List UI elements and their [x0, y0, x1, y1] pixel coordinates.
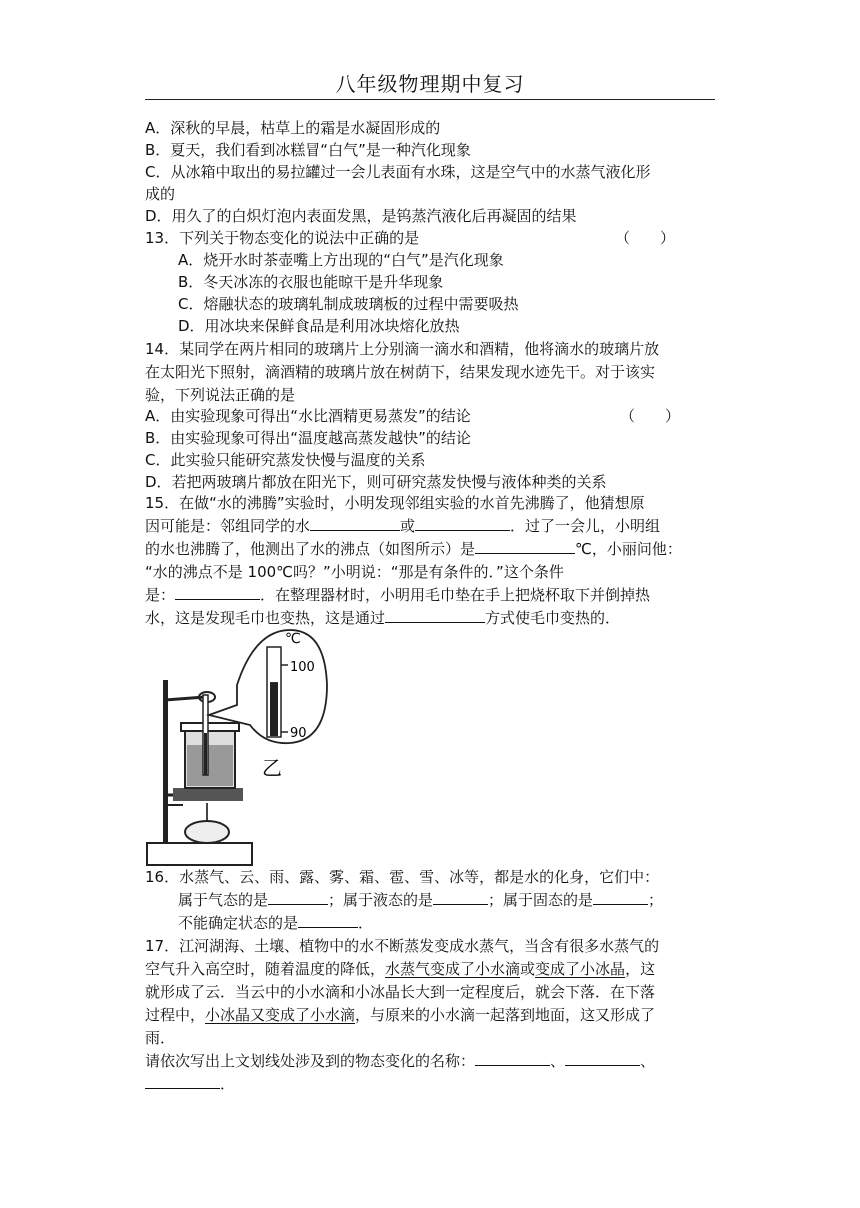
- q13-option-b: B．冬天冰冻的衣服也能晾干是升华现象: [178, 273, 444, 291]
- q17-line-6: [145, 1050, 655, 1072]
- answer-blank[interactable]: [310, 515, 400, 531]
- q14-option-c: C．此实验只能研究蒸发快慢与温度的关系: [145, 451, 426, 469]
- q17-text: ，与原来的小水滴一起落到地面，这又形成了: [355, 1006, 656, 1024]
- thermometer-liquid: [204, 733, 207, 775]
- underlined-phrase: 小冰晶又变成了小水滴: [205, 1006, 356, 1024]
- q14-answer-paren: （ ）: [620, 407, 681, 425]
- q17-line-3: 就形成了云．当云中的小水滴和小冰晶长大到一定程度后，就会下落．在下落: [145, 983, 656, 1001]
- q12-option-b: B．夏天，我们看到冰糕冒“白气”是一种汽化现象: [145, 141, 471, 159]
- answer-blank[interactable]: [145, 1073, 220, 1089]
- q15-line-4: “水的沸点不是 100℃吗？”小明说：“那是有条件的．”这个条件: [145, 563, 564, 581]
- q15-text: 水，这是发现毛巾也变热，这是通过: [145, 609, 386, 627]
- q17-text: 或: [520, 960, 536, 978]
- q13-option-c: C．熔融状态的玻璃轧制成玻璃板的过程中需要吸热: [178, 295, 519, 313]
- q16-text: 不能确定状态的是: [178, 914, 299, 932]
- q15-line-5: [145, 584, 650, 606]
- q14-stem-1: 14．某同学在两片相同的玻璃片上分别滴一滴水和酒精，他将滴水的玻璃片放: [145, 340, 660, 358]
- q12-option-d: D．用久了的白炽灯泡内表面发黑，是钨蒸汽液化后再凝固的结果: [145, 207, 577, 225]
- q15-text: ．在整理器材时，小明用毛巾垫在手上把烧杯取下并倒掉热: [260, 586, 651, 604]
- boiling-experiment-figure: [145, 625, 345, 870]
- q16-line-1: 16．水蒸气、云、雨、露、雾、霜、雹、雪、冰等，都是水的化身，它们中：: [145, 868, 660, 886]
- q17-line-2: [145, 958, 655, 980]
- q17-text: 、: [550, 1052, 566, 1070]
- q15-line-1: 15．在做“水的沸腾”实验时，小明发现邻组实验的水首先沸腾了，他猜想原: [145, 494, 645, 512]
- q12-option-c-cont: 成的: [145, 185, 176, 203]
- header-divider: [145, 99, 715, 100]
- answer-blank[interactable]: [475, 538, 575, 554]
- answer-blank[interactable]: [415, 515, 510, 531]
- apparatus-diagram: [145, 625, 345, 870]
- q17-text: 、: [640, 1052, 656, 1070]
- q14-option-b: B．由实验现象可得出“温度越高蒸发越快”的结论: [145, 429, 471, 447]
- tick-label-90: 90: [290, 726, 307, 741]
- answer-blank[interactable]: [268, 889, 328, 905]
- q17-line-7: [145, 1073, 235, 1095]
- beaker-lid: [181, 723, 239, 731]
- q15-text: ．过了一会儿，小明组: [510, 517, 661, 535]
- q16-text: ；属于固态的是: [488, 891, 594, 909]
- q17-text: 请依次写出上文划线处涉及到的物态变化的名称：: [145, 1052, 476, 1070]
- q13-option-a: A．烧开水时茶壶嘴上方出现的“白气”是汽化现象: [178, 251, 504, 269]
- answer-blank[interactable]: [565, 1050, 640, 1066]
- q16-line-2: [178, 889, 663, 911]
- answer-blank[interactable]: [475, 1050, 550, 1066]
- q17-text: ．: [220, 1075, 236, 1093]
- answer-blank[interactable]: [433, 889, 488, 905]
- q16-text: 属于气态的是: [178, 891, 269, 909]
- q16-text: ．: [358, 914, 374, 932]
- q17-line-4: [145, 1004, 655, 1026]
- q13-answer-paren: （ ）: [615, 229, 676, 247]
- q15-text: 或: [400, 517, 416, 535]
- figure-caption: 乙: [262, 756, 282, 780]
- alcohol-lamp: [185, 821, 229, 843]
- q16-text: ；: [648, 891, 664, 909]
- q13-stem: 13．下列关于物态变化的说法中正确的是: [145, 229, 420, 247]
- q15-text: 是：: [145, 586, 176, 604]
- q12-option-a: A．深秋的早晨，枯草上的霜是水凝固形成的: [145, 119, 441, 137]
- q17-text: 过程中，: [145, 1006, 206, 1024]
- q14-stem-3: 验，下列说法正确的是: [145, 386, 296, 404]
- tick-label-100: 100: [290, 660, 315, 675]
- unit-label: ℃: [285, 631, 301, 647]
- answer-blank[interactable]: [385, 607, 485, 623]
- q16-text: ；属于液态的是: [328, 891, 434, 909]
- underlined-phrase: 水蒸气变成了小水滴: [385, 960, 521, 978]
- q13-option-d: D．用冰块来保鲜食品是利用冰块熔化放热: [178, 317, 460, 335]
- wire-gauze: [173, 788, 243, 801]
- q16-line-3: [178, 912, 373, 934]
- q15-text: 的水也沸腾了，他测出了水的沸点（如图所示）是: [145, 540, 476, 558]
- magnified-mercury: [270, 682, 278, 736]
- stand-base: [147, 843, 252, 865]
- q17-text: ，这: [625, 960, 656, 978]
- q14-option-d: D．若把两玻璃片都放在阳光下，则可研究蒸发快慢与液体种类的关系: [145, 473, 607, 491]
- water: [187, 745, 233, 786]
- underlined-phrase: 变成了小冰晶: [535, 960, 626, 978]
- q15-text: ℃，小丽问他：: [575, 540, 682, 558]
- q14-stem-2: 在太阳光下照射，滴酒精的玻璃片放在树荫下，结果发现水迹先干。对于该实: [145, 363, 656, 381]
- answer-blank[interactable]: [175, 584, 260, 600]
- stand-rod: [163, 680, 168, 844]
- q17-line-1: 17．江河湖海、土壤、植物中的水不断蒸发变成水蒸气，当含有很多水蒸气的: [145, 937, 660, 955]
- answer-blank[interactable]: [298, 912, 358, 928]
- q17-line-5: 雨．: [145, 1029, 176, 1047]
- answer-blank[interactable]: [593, 889, 648, 905]
- q15-line-2: [145, 515, 660, 537]
- q14-option-a: A．由实验现象可得出“水比酒精更易蒸发”的结论: [145, 407, 471, 425]
- q15-text: 方式使毛巾变热的．: [485, 609, 621, 627]
- q15-line-3: [145, 538, 682, 560]
- page-title: 八年级物理期中复习: [335, 72, 525, 96]
- q12-option-c: C．从冰箱中取出的易拉罐过一会儿表面有水珠，这是空气中的水蒸气液化形: [145, 163, 651, 181]
- q15-text: 因可能是：邻组同学的水: [145, 517, 311, 535]
- q17-text: 空气升入高空时，随着温度的降低，: [145, 960, 386, 978]
